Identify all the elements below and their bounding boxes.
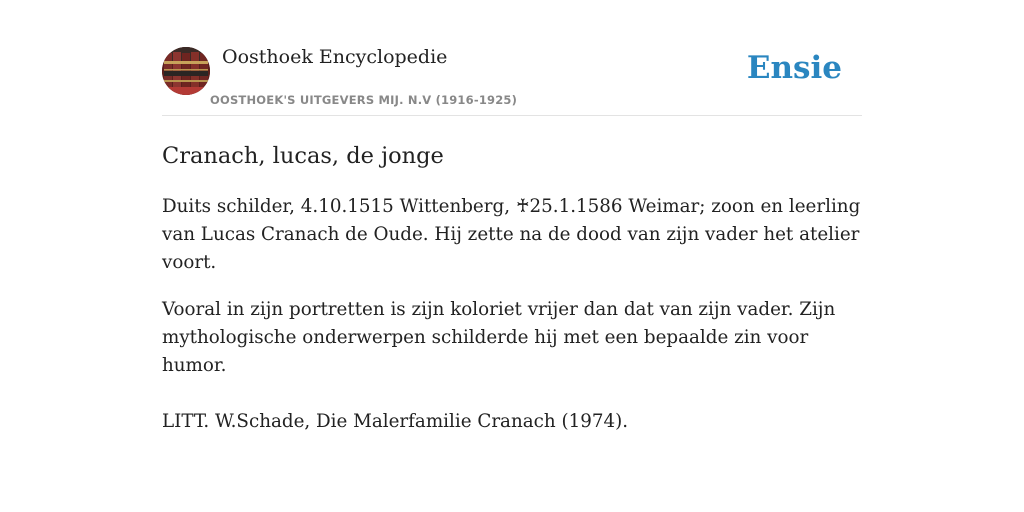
book-spines-icon [162, 47, 210, 95]
article-paragraph: Duits schilder, 4.10.1515 Wittenberg, ♰25.1.1586 Weimar; zoon en leerling van Lucas Cranach de Oude. Hij zette na de dood van zijn vader het atelier voort. [162, 196, 861, 273]
source-avatar[interactable] [162, 47, 210, 95]
literature-reference: LITT. W.Schade, Die Malerfamilie Cranach (1974). [162, 411, 629, 432]
article-title: Cranach, lucas, de jonge [162, 143, 444, 169]
source-subtitle: OOSTHOEK'S UITGEVERS MIJ. N.V (1916-1925) [210, 93, 518, 107]
source-name[interactable]: Oosthoek Encyclopedie [222, 46, 448, 68]
source-header [162, 40, 862, 116]
article-body [162, 193, 862, 436]
ensie-logo-link[interactable]: Ensie [746, 50, 842, 86]
article-paragraph: Vooral in zijn portretten is zijn koloriet vrijer dan dat van zijn vader. Zijn mythologische onderwerpen schilderde hij met een bepaalde zin voor humor. [162, 299, 836, 376]
article-card [162, 40, 862, 455]
